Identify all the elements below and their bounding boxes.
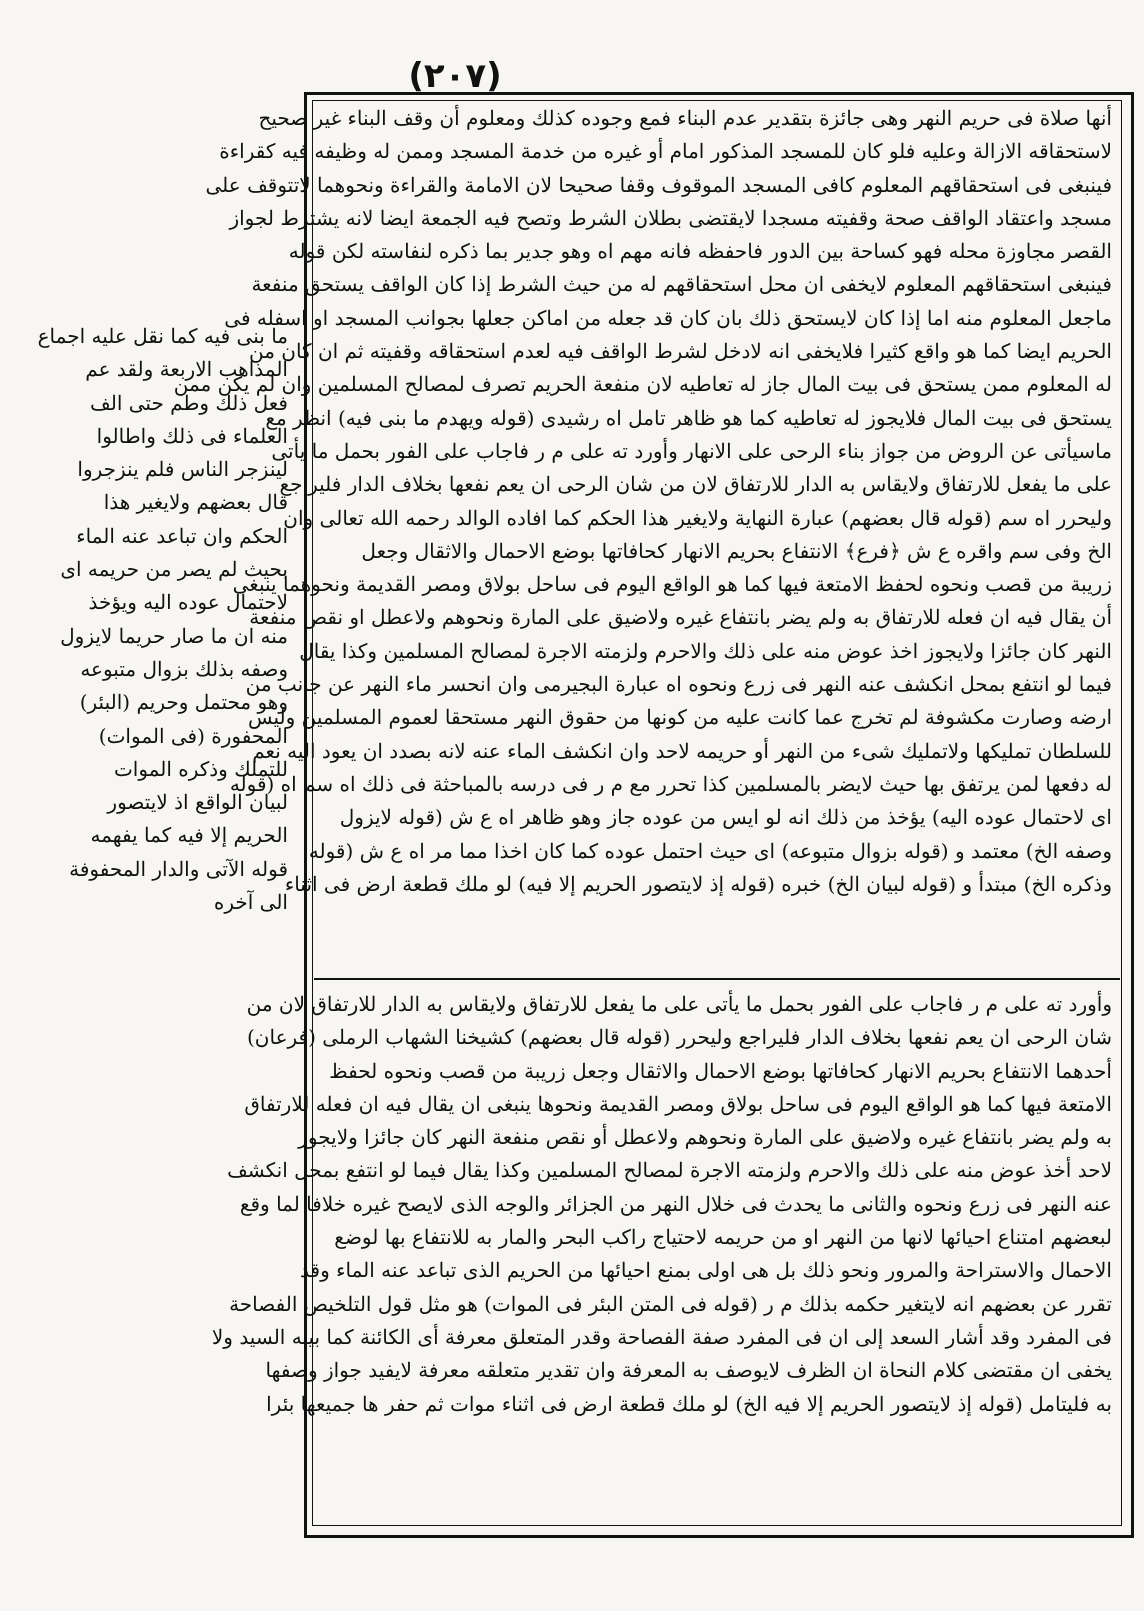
margin-line: منه ان ما صار حريما لايزول — [60, 623, 288, 648]
text-line: فيما لو انتفع بمحل انكشف عنه النهر فى زرع ونحوه اه عبارة البجيرمى وان انحسر ماء النهر عن جانب من — [245, 672, 1112, 697]
margin-line: الى آخره — [213, 890, 288, 915]
text-line: به ولم يضر بانتفاع غيره ولاضيق على المارة ونحوهم ولاعطل أو نقص منفعة النهر كان جائزا ولايجوز — [298, 1125, 1112, 1150]
text-line: فى المفرد وقد أشار السعد إلى ان فى المفرد صفة الفصاحة وقدر المتعلق معرفة أى الكائنة كما بينه السيد ولا — [211, 1324, 1112, 1349]
margin-line: للتملك وذكره الموات — [113, 756, 288, 781]
text-line: لبعضهم امتناع احيائها لانها من النهر او من حريمه لاحتياج راكب البحر والمار به للانتفاع بها لوضع — [334, 1225, 1112, 1250]
text-line: شان الرحى ان يعم نفعها بخلاف الدار فليراجع وليحرر (قوله قال بعضهم) كشيخنا الشهاب الرملى (فرعان) — [246, 1025, 1112, 1050]
text-line: وذكره الخ) مبتدأ و (قوله لبيان الخ) خبره (قوله إذ لايتصور الحريم إلا فيه) لو ملك قطعة ارض فى اثناء — [284, 871, 1112, 896]
text-line: الحريم ايضا كما هو واقع كثيرا فلايخفى انه لادخل لشرط الواقف فيه لعدم استحقاقه وقفيته ثم ان كان من — [248, 339, 1112, 364]
text-line: وليحرر اه سم (قوله قال بعضهم) عبارة النهاية ولايغير هذا الحكم كما افاده الوالد رحمه الله تعالى وان — [283, 505, 1112, 530]
text-line: وصفه الخ) معتمد و (قوله بزوال متبوعه) اى حيث احتمل عوده كما كان اخذا مما مر اه ع ش (قوله — [308, 838, 1112, 863]
text-line: للسلطان تمليكها ولاتمليك شىء من النهر أو حريمه لاحد وان انكشف الماء عنه لانه بصدد ان يعود اليه نعم — [252, 738, 1112, 763]
main-text-lower — [211, 988, 1112, 1516]
margin-line: العلماء فى ذلك واطالوا — [96, 423, 288, 448]
margin-line: قال بعضهم ولايغير هذا — [103, 490, 288, 515]
section-divider — [314, 978, 1120, 980]
text-line: به فليتامل (قوله إذ لايتصور الحريم إلا فيه الخ) لو ملك قطعة ارض فى اثناء موات ثم حفر ها جميعها بئرا — [266, 1391, 1112, 1416]
text-line: على ما يفعل للارتفاق ولايقاس به الدار للارتفاق لان من شان الرحى ان يعم نفعها بخلاف الدار فليراجع — [279, 472, 1112, 497]
text-line: يستحق فى بيت المال فلايجوز له تعاطيه كما هو ظاهر تامل اه رشيدى (قوله ويهدم ما بنى فيه) انظر مع — [265, 405, 1112, 430]
text-line: له المعلوم ممن يستحق فى بيت المال جاز له تعاطيه لان منفعة الحريم تصرف لمصالح المسلمين وان لم يكن ممن — [173, 372, 1112, 397]
text-line: فينبغى فى استحقاقهم المعلوم كافى المسجد الموقوف وقفا صحيحا لان الامامة والقراءة ونحوهما لاتتوقف على — [205, 172, 1112, 197]
text-line: النهر كان جائزا ولايجوز اخذ عوض منه على ذلك والاحرم ولزمته الاجرة لمصالح المسلمين وكذا يقال — [299, 638, 1112, 663]
margin-line: الحكم وان تباعد عنه الماء — [76, 523, 288, 548]
text-line: لاحد أخذ عوض منه على ذلك والاحرم ولزمته الاجرة لمصالح المسلمين وكذا يقال فيما لو انتفع بمحل انكشف — [227, 1158, 1112, 1183]
margin-line: بحيث لم يصر من حريمه اى — [60, 557, 288, 582]
text-line: القصر مجاوزة محله فهو كساحة بين الدور فاحفظه فانه مهم اه وهو جدير بما ذكره لنفاسته لكن قوله — [288, 239, 1112, 264]
margin-line: وصفه بذلك بزوال متبوعه — [80, 656, 288, 681]
text-line: زريبة من قصب ونحوه لحفظ الامتعة فيها كما هو الواقع اليوم فى ساحل بولاق ومصر القديمة ونحوهما ينبغى — [232, 572, 1112, 597]
margin-line: ما بنى فيه كما نقل عليه اجماع — [37, 324, 288, 348]
margin-line: الحريم إلا فيه كما يفهمه — [90, 823, 288, 848]
margin-line: لينزجر الناس فلم ينزجروا — [77, 457, 288, 482]
text-line: لاستحقاقه الازالة وعليه فلو كان للمسجد المذكور امام أو غيره من خدمة المسجد وممن له وظيفه فيه كقراءة — [219, 139, 1112, 164]
margin-gloss — [37, 320, 288, 915]
text-line: ماجعل المعلوم منه اما إذا كان لايستحق ذلك بان كان قد جعله من اماكن جعلها بجوانب المسجد او اسفله فى — [224, 305, 1112, 330]
margin-line: وهو محتمل وحريم (البئر) — [79, 690, 288, 715]
text-line: تقرر عن بعضهم انه لايتغير حكمه بذلك م ر (قوله فى المتن البئر فى الموات) هو مثل قول التلخيص الفصاحة — [229, 1291, 1112, 1316]
text-line: الخ وفى سم واقره ع ش ﴿فرع﴾ الانتفاع بحريم الانهار كحافاتها بوضع الاحمال والاثقال وجعل — [361, 538, 1112, 563]
text-line: ارضه وصارت مكشوفة لم تخرج عما كانت عليه من كونها من حقوق النهر مستحقا لعموم المسلمين وليس — [247, 705, 1112, 730]
text-line: أن يقال فيه ان فعله للارتفاق به ولم يضر بانتفاع غيره ولاضيق على المارة ونحوهم ولاعطل او نقص منفعة — [249, 605, 1112, 630]
margin-line: فعل ذلك وطم حتى الف — [90, 390, 288, 415]
margin-line: لبيان الواقع اذ لايتصور — [107, 790, 288, 815]
margin-line: المذاهب الاربعة ولقد عم — [85, 357, 288, 382]
text-line: وأورد ته على م ر فاجاب على الفور بحمل ما يأتى على ما يفعل للارتفاق ولايقاس به الدار للارتفاق لان من — [246, 992, 1112, 1016]
margin-line: قوله الآتى والدار المحفوفة — [69, 856, 288, 881]
text-line: أنها صلاة فى حريم النهر وهى جائزة بتقدير عدم البناء فمع وجوده كذلك ومعلوم أن وقف البناء غير صحيح — [258, 106, 1112, 130]
text-line: ماسيأتى عن الروض من جواز بناء الرحى على الانهار وأورد ته على م ر فاجاب على الفور بحمل ما يأتى — [271, 438, 1112, 463]
text-line: الاحمال والاستراحة والمرور ونحو ذلك بل هى اولى بمنع احيائها من الحريم الذى تباعد عنه الماء وقد — [300, 1258, 1112, 1283]
text-line: مسجد واعتقاد الواقف صحة وقفيته مسجدا لايقتضى بطلان الشرط وتصح فيه الجمعة ايضا لانه يشترط لجواز — [229, 205, 1112, 230]
page-number: (٢٠٧) — [408, 56, 502, 96]
text-line: عنه النهر فى زرع ونحوه والثانى ما يحدث فى خلال النهر من الجزائر والوجه الذى لايصح غيره خلافا لما وقع — [239, 1191, 1112, 1216]
margin-line: لاحتمال عوده اليه ويؤخذ — [88, 590, 288, 615]
margin-line: المحفورة (فى الموات) — [98, 723, 288, 748]
text-line: يخفى ان مقتضى كلام النحاة ان الظرف لايوصف به المعرفة وان تقدير متعلقه معرفة لايفيد جواز وصفها — [265, 1358, 1112, 1383]
text-line: له دفعها لمن يرتفق بها حيث لايضر بالمسلمين كذا تحرر مع م ر فى درسه بالمباحثة فى ذلك اه سم اه (قوله — [229, 771, 1112, 796]
text-line: أحدهما الانتفاع بحريم الانهار كحافاتها بوضع الاحمال والاثقال وجعل زريبة من قصب ونحوه لحفظ — [329, 1058, 1112, 1083]
text-line: فينبغى استحقاقهم المعلوم لايخفى ان محل استحقاقهم له من حيث الشرط إذا كان الواقف يستحق منفعة — [251, 272, 1112, 297]
text-line: الامتعة فيها كما هو الواقع اليوم فى ساحل بولاق ومصر القديمة ونحوها ينبغى ان يقال فيه ان فعله للارتفاق — [244, 1091, 1112, 1116]
text-line: اى لاحتمال عوده اليه) يؤخذ من ذلك انه لو ايس من عوده جاز وهو ظاهر اه ع ش (قوله لايزول — [339, 805, 1112, 830]
